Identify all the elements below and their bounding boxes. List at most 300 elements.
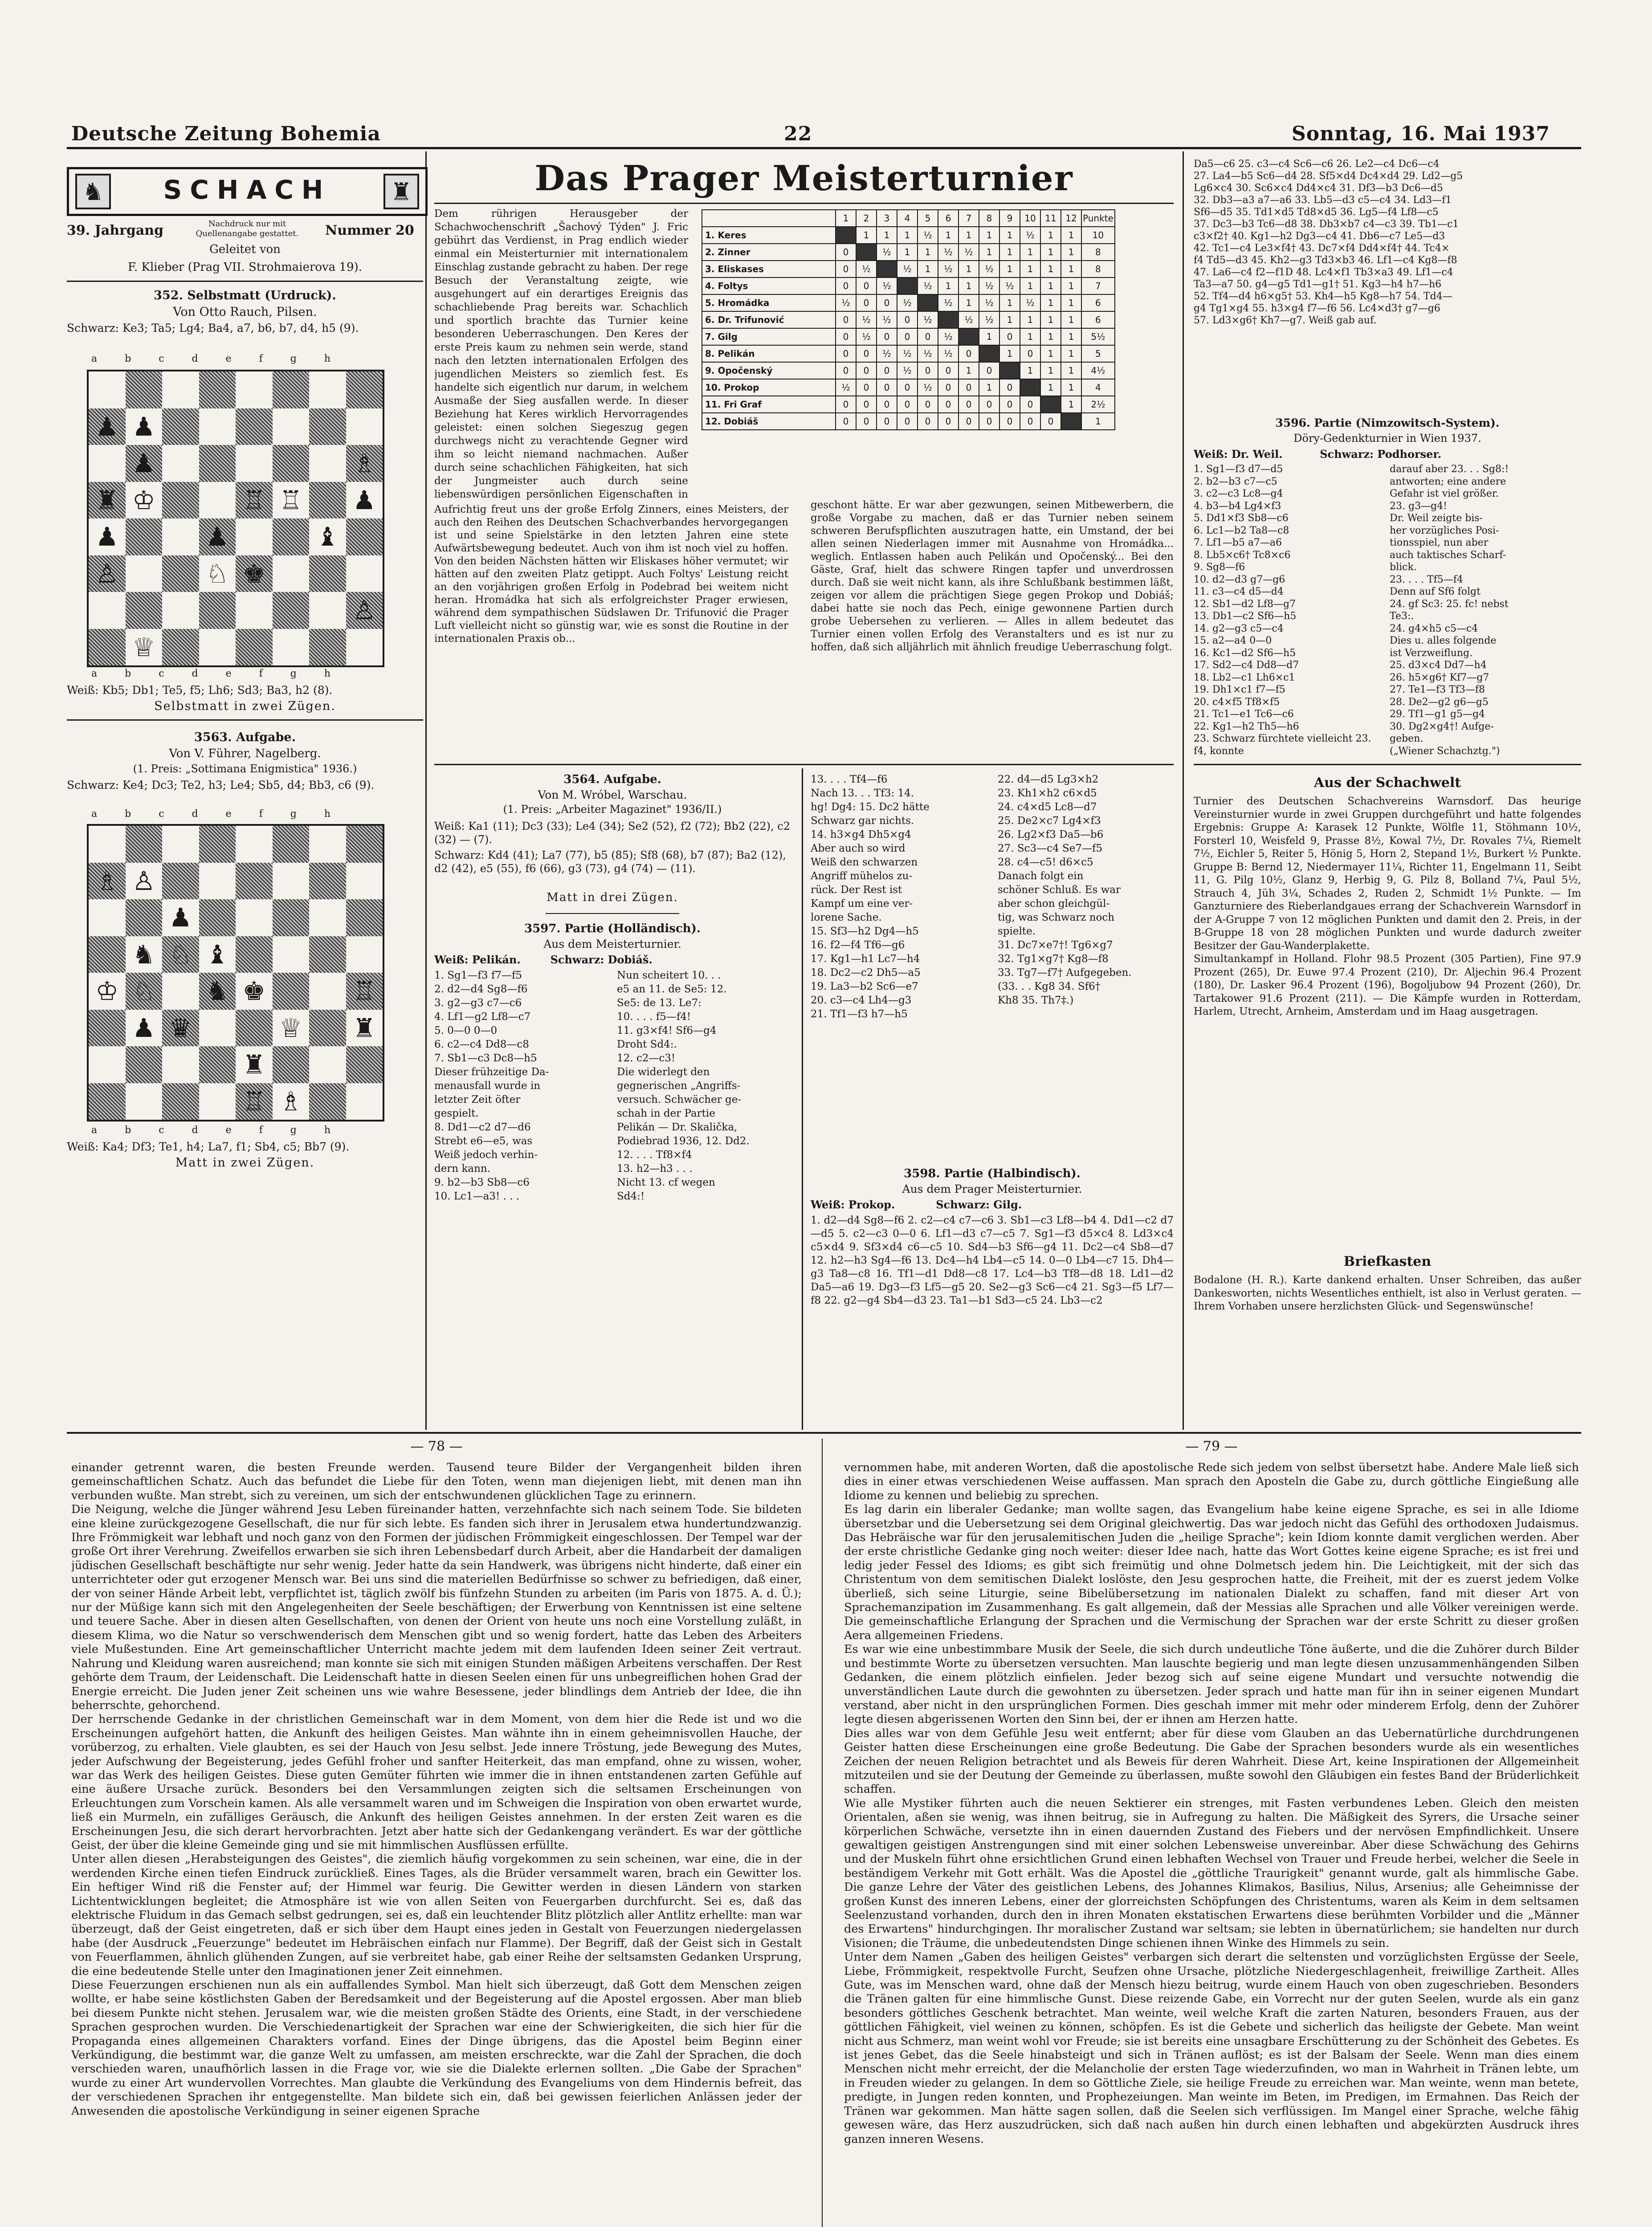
board-square (273, 592, 310, 629)
score-cell: ½ (897, 345, 918, 362)
score-cell: 10 (1020, 210, 1040, 227)
score-cell (1020, 379, 1040, 396)
score-cell (1040, 396, 1061, 413)
board-square (346, 555, 383, 592)
score-cell: 1 (938, 227, 959, 244)
board-square (89, 371, 126, 408)
board-square (346, 973, 383, 1010)
rule (546, 913, 679, 914)
board-square (346, 408, 383, 445)
game3598-players: Weiß: Prokop. Schwarz: Gilg. (811, 1198, 1022, 1211)
score-cell: 1 (999, 244, 1020, 261)
chess-piece: ♟ (132, 1012, 155, 1043)
problem1-files-top: abcdefgh (91, 353, 359, 364)
board-square (89, 936, 126, 973)
score-cell: ½ (877, 311, 897, 328)
chess-piece: ♝ (205, 939, 229, 970)
score-cell: 4 (1081, 379, 1115, 396)
problem1-author: Von Otto Rauch, Pilsen. (173, 305, 317, 319)
chess-piece: ♔ (132, 485, 155, 515)
board-square (273, 1010, 310, 1047)
chess-piece: ♟ (169, 902, 192, 933)
chess-knight-icon: ♞ (75, 174, 111, 209)
score-cell: ½ (1020, 294, 1040, 311)
score-cell: 0 (856, 396, 877, 413)
editor: F. Klieber (Prag VII. Strohmaierova 19). (128, 261, 362, 274)
tourney-text-cont: geschont hätte. Er war aber gezwungen, seinen Mitbewerbern, die große Vorgabe zu machen, daß er das Turnier neben seinem schweren Berufspflichten auszutragen hatte, ein Umstand, der bei allen seinen Niederlagen immer mit Ausnahme von Hromádka... weglich. Entlassen haben auch Pelikán und Opočenský... Bei den Gäste, Graf, hielt das schwere Ringen tapfer und unverdrossen durch. Daß sie weit nicht kann, als ihre Schlußbank bestimmen läßt, zeigen vor allem die prächtigen Siege gegen Prokop und Dobiáš; dabei hatte sie noch das Pech, einige gewonnene Partien durch grobe Uebersehen zu verlieren. — Alles in allem bedeutet das Turnier einen vollen Erfolg des Veranstalters und es ist nur zu hoffen, daß sich alljährlich mit ähnlich freudige Ueberraschung folgt. (811, 499, 1174, 653)
chess-piece: ♟ (352, 485, 376, 515)
score-cell: 0 (877, 396, 897, 413)
score-cell (877, 261, 897, 277)
jahrgang: 39. Jahrgang (67, 223, 164, 238)
score-cell: 0 (1020, 345, 1040, 362)
board-square (309, 826, 346, 863)
tourney-text-col2: Aufrichtig freut uns der große Erfolg Zinners, eines Meisters, der auch den Reihen des Deutschen Schachverbandes hervorgegangen ist und seine Spielstärke in den letzten Jahren eine stete Aufwärtsbewegung bedeutet. Auch von ihm ist noch viel zu hoffen. Von den beiden Nächsten hätten wir Eliskases höher vermutet; wir hätten auf den zweiten Platz getippt. Auch Foltys' Leistung reicht an den vorjährigen großen Erfolg in Podebrad bei weitem nicht heran. Hromádka hat sich als erfolgreichster Prager erwiesen, während dem sympathischen Südslawen Dr. Trifunović die Prager Luft vielleicht nicht so günstig war, wie es sonst die Routine in der internationalen Praxis ob... (434, 504, 788, 644)
score-cell: 1 (1081, 413, 1115, 430)
board-square (273, 371, 310, 408)
crosstable-header (702, 210, 1115, 227)
score-cell: 1 (979, 379, 999, 396)
score-cell (999, 362, 1020, 379)
score-cell: 1 (1020, 311, 1040, 328)
crosstable-row (702, 328, 1115, 345)
board-square (162, 445, 199, 482)
rule (67, 281, 423, 282)
board-square (273, 629, 310, 666)
score-cell: 1 (1061, 261, 1081, 277)
board-square (273, 1083, 310, 1120)
aufgabe3564-prize: (1. Preis: „Arbeiter Magazinet" 1936/II.) (503, 803, 722, 816)
score-cell: ½ (836, 379, 856, 396)
score-cell: 0 (877, 294, 897, 311)
game3596-event: Döry-Gedenkturnier in Wien 1937. (1293, 432, 1481, 445)
score-cell: 0 (856, 379, 877, 396)
score-cell: ½ (836, 294, 856, 311)
schachwelt-heading: Aus der Schachwelt (1313, 775, 1461, 791)
chess-piece: ♘ (132, 976, 155, 1007)
board-square (162, 863, 199, 900)
board-square (162, 1010, 199, 1047)
board-square (309, 518, 346, 555)
score-cell: 0 (877, 362, 897, 379)
board-square (236, 863, 273, 900)
player-name: 3. Eliskases (702, 261, 836, 277)
problem2-black: Schwarz: Ke4; Dc3; Te2, h3; Le4; Sb5, d4; Bb3, c6 (9). (67, 779, 375, 791)
score-cell: 0 (856, 362, 877, 379)
chess-piece: ♘ (169, 939, 192, 970)
geleitet: Geleitet von (209, 243, 281, 256)
board-square (273, 973, 310, 1010)
score-cell: 1 (999, 261, 1020, 277)
board-square (346, 1046, 383, 1083)
score-cell: 0 (999, 328, 1020, 345)
board-square (309, 408, 346, 445)
score-cell (856, 244, 877, 261)
chess-piece: ♜ (242, 1049, 266, 1080)
chess-piece: ♕ (132, 632, 155, 662)
crosstable-row (702, 396, 1115, 413)
score-cell: 1 (1020, 277, 1040, 294)
crosstable-row (702, 379, 1115, 396)
score-cell: 0 (856, 277, 877, 294)
board-square (162, 629, 199, 666)
score-cell: 7 (959, 210, 979, 227)
player-name: 6. Dr. Trifunović (702, 311, 836, 328)
board-square (346, 899, 383, 936)
game3596-moves-right: darauf aber 23. . . Sg8:! antworten; eine andere Gefahr ist viel größer. 23. g3—g4! Dr. Weil zeigte bis- her vorzügliches Posi- tionsspiel, nun aber auch taktisches Scharf- blick. 23. . . . Tf5—f4 Denn auf Sf6 folgt 24. gf Sc3: 25. fc! nebst Te3:. 24. g4×h5 c5—c4 Dies u. alles folgende ist Verzweiflung. 25. d3×c4 Dd7—h4 26. h5×g6† Kf7—g7 27. Te1—f3 Tf3—f8 28. De2—g2 g6—g5 29. Tf1—g1 g5—g4 30. Dg2×g4†! Aufge- geben. („Wiener Schachztg.") (1390, 464, 1509, 757)
board-square (89, 1046, 126, 1083)
game3598-heading: 3598. Partie (Halbindisch). (904, 1167, 1081, 1180)
score-cell: 1 (999, 345, 1020, 362)
board-square (236, 1010, 273, 1047)
column-divider (1183, 151, 1184, 1430)
score-cell: 1 (999, 311, 1020, 328)
board-square (89, 592, 126, 629)
score-cell: 4½ (1081, 362, 1115, 379)
crosstable-row (702, 413, 1115, 430)
board-square (126, 1046, 163, 1083)
board-square (199, 482, 236, 519)
board-square (309, 592, 346, 629)
score-cell: 0 (836, 396, 856, 413)
score-cell: 0 (836, 328, 856, 345)
score-cell: 1 (1020, 244, 1040, 261)
board-square (162, 973, 199, 1010)
board-square (89, 555, 126, 592)
score-cell: 1 (1040, 227, 1061, 244)
score-cell: 1 (1061, 244, 1081, 261)
score-cell: 2½ (1081, 396, 1115, 413)
score-cell (1061, 413, 1081, 430)
chess-piece: ♞ (205, 976, 229, 1007)
score-cell: 0 (938, 379, 959, 396)
score-cell: 0 (918, 413, 938, 430)
score-cell: Punkte (1081, 210, 1115, 227)
board-square (273, 555, 310, 592)
board-square (126, 1083, 163, 1120)
score-cell: ½ (877, 244, 897, 261)
board-square (346, 371, 383, 408)
score-cell: 1 (1020, 261, 1040, 277)
score-cell: 1 (959, 261, 979, 277)
score-cell: 0 (897, 379, 918, 396)
score-cell: 1 (1061, 396, 1081, 413)
board-square (126, 899, 163, 936)
problem2-files-top: abcdefgh (91, 808, 359, 820)
score-cell: 0 (856, 294, 877, 311)
board-square (199, 629, 236, 666)
board-square (89, 1010, 126, 1047)
score-cell: 1 (1061, 294, 1081, 311)
score-cell: ½ (979, 311, 999, 328)
score-cell: ½ (877, 345, 897, 362)
score-cell: 4 (897, 210, 918, 227)
score-cell: 0 (836, 345, 856, 362)
aufgabe3564-black: Schwarz: Kd4 (41); La7 (77), b5 (85); Sf8 (68), b7 (87); Ba2 (12), d2 (42), e5 (55), f6 (66), g3 (73), g4 (74) — (11). (434, 849, 786, 875)
rule (434, 203, 1174, 204)
score-cell: 1 (1040, 277, 1061, 294)
problem1-task: Selbstmatt in zwei Zügen. (154, 699, 336, 713)
score-cell: 0 (877, 328, 897, 345)
board-square (346, 518, 383, 555)
board-square (126, 408, 163, 445)
score-cell: 0 (836, 261, 856, 277)
board-square (273, 899, 310, 936)
score-cell: 0 (836, 413, 856, 430)
board-square (126, 518, 163, 555)
board-square (309, 555, 346, 592)
board-square (273, 826, 310, 863)
page79-text: vernommen habe, mit anderen Worten, daß die apostolische Rede sich jedem von selbst übersetzt habe. Andere Male ließ sich dies in einer etwas verschiedenen Weise auffassen. Man sprach den Aposteln die Gabe zu, durch göttliche Eingießung alle Idiome zu kennen und beliebig zu sprechen. Es lag darin ein liberaler Gedanke; man wollte sagen, das Evangelium habe keine eigene Sprache, es sei in alle Idiome übersetzbar und die Uebersetzung sei dem Original gleichwertig. Das war jedoch nicht das Gefühl des orthodoxen Judaismus. Das Hebräische war für den jerusalemitischen Juden die „heilige Sprache"; kein Idiom konnte damit verglichen werden. Aber der erste christliche Gedanke ging noch weiter: dieser Idee nach, hatte das Wort Gottes keine eigene Sprache; es ist frei und ledig jeder Fessel des Idioms; es gibt sich freimütig und ohne Dolmetsch jedem hin. Die Leichtigkeit, mit der sich das Christentum von dem semitischen Dialekt loslöste, den Jesu gesprochen hatte, die Freiheit, mit der es zuerst jedem Volke überließ, sich seine Liturgie, seine Bibelübersetzung im nationalen Dialekt zu schaffen, fand mit dieser Art von Sprachemanzipation im Zusammenhang. Es galt allgemein, daß der Messias alle Sprachen und alle Völker vereinigen werde. Die gemeinschaftliche Erlangung der Sprachen und die Vermischung der Sprachen war der erste Schritt zu dieser großen Aera allgemeinen Friedens. Es war wie eine unbestimmbare Musik der Seele, die sich durch undeutliche Töne äußerte, und die die Zuhörer durch Bilder und bestimmte Worte zu übersetzen versuchten. Man lauschte begierig und man legte diesen unzusammenhängenden Silben Gedanken, die einem plötzlich einfielen. Jeder bezog sich auf seine eigene Mundart und versuchte notwendig die unverständlichen Laute durch die gewohnten zu übersetzen. Jeder sprach und hatte man für ihn in seiner eigenen Mundart verstand, aber nicht in den ursprünglichen Formen. Dies geschah immer mit mehr oder minderem Erfolg, denn der Zuhörer legte diesen abgerissenen Worten den Sinn bei, der er ihnen am Herzen hatte. Dies alles war von dem Gefühle Jesu weit entfernt; aber für diese vom Glauben an das Uebernatürliche durchdrungenen Geister hatten diese Erscheinungen eine große Bedeutung. Die Gabe der Sprachen besonders wurde als ein wesentliches Zeichen der neuen Religion betrachtet und als Beweis für deren Wahrheit. Diese Art, keine Inspirationen der Allgemeinheit mitzuteilen und sie der Deutung der Gemeinde zu überlassen, mußte sowohl den Gläubigen ein festes Band der Brüderlichkeit schaffen. Wie alle Mystiker führten auch die neuen Sektierer ein strenges, mit Fasten verbundenes Leben. Gleich den meisten Orientalen, aßen sie wenig, was ihnen beitrug, sie in Aufregung zu halten. Die Mäßigkeit des Syrers, die Ursache seiner körperlichen Schwäche, versetzte ihn in einen dauernden Zustand des Fiebers und der nervösen Empfindlichkeit. Unsere gewaltigen geistigen Anstrengungen sind mit einer solchen Lebensweise unvereinbar. Aber diese Schwächung des Gehirns und der Muskeln führt ohne ersichtlichen Grund einen lebhaften Wechsel von Trauer und Freude herbei, welcher die Seele in beständigem Verkehr mit Gott erhält. Was die Apostel die „göttliche Traurigkeit" genannt wurde, galt als himmlische Gabe. Die ganze Lehre der Väter des geistlichen Lebens, des Johannes Klimakos, Basilius, Nilus, Arsenius; alle Geheimnisse der großen Kunst des inneren Lebens, einer der glorreichsten Schöpfungen des Christentums, waren als Keim in dem seltsamen Seelenzustand vorhanden, durch den in ihren Monaten ekstatischen Erwartens diese berühmten Vorbilder und die „Männer des Erwartens" hindurchgingen. Ihr moralischer Zustand war seltsam; sie lebten in übernatürlichem; sie handelten nur durch Visionen; die Träume, die unbedeutendsten Dinge schienen ihnen Winke des Himmels zu sein. Unter dem Namen „Gaben des heiligen Geistes" verbargen sich derart die seltensten und vorzüglichsten Ergüsse der Seele, Liebe, Frömmigkeit, respektvolle Furcht, Seufzen ohne Ursache, plötzliche Niedergeschlagenheit, freiwillige Zartheit. Alles Gute, was im Menschen ward, ohne daß der Mensch hiezu beitrug, wurde einem Hauch von oben zugeschrieben. Besonders die Tränen galten für eine himmlische Gunst. Diese reizende Gabe, ein Vorrecht nur der guten Seelen, wurde als ein ganz besonders göttliches Geschenk betrachtet. Man weinte, weil welche Kraft die zarten Naturen, besonders Frauen, aus der göttlichen Fähigkeit, viel weinen zu können, schöpfen. Es ist die Gebete und sicherlich das heiligste der Gebete. Man weint nicht aus Schmerz, man weint wohl vor Freude; sie ist bereits eine unsagbare Erschütterung zu der Schönheit des Gebetes. Es ist jenes Gebet, das die Seele hinabsteigt und sich in Tränen auflöst; es ist der Balsam der Seele. Wenn man dies einem Menschen nicht mehr erreicht, der die Melancholie der ersten Tage wiederzufinden, wo man in Wahrheit in Tränen lebte, um in Freuden wieder zu gelangen. In dem so Göttliche Ziele, sie heilige Freude zu erreichen war. Man weinte, wenn man betete, predigte, in Jungen reden konnten, und Prophezeiungen. Man weinte im Beten, im Predigen, im Ermahnen. Das Reich der Tränen war gekommen. Man hätte sagen sollen, daß die Seelen sich verflüssigen. Im Mangel einer Sprache, welche fähig gewesen wäre, das Herz auszudrücken, sich daß nach außen hin durch einen lebhaften und abgekürzten Ausdruck ihres ganzen inneren Wesens. (844, 1461, 1579, 2146)
score-cell: 0 (1040, 413, 1061, 430)
board-square (309, 863, 346, 900)
board-square (199, 899, 236, 936)
board-square (89, 445, 126, 482)
score-cell: 1 (999, 227, 1020, 244)
score-cell: 0 (897, 311, 918, 328)
game3597-moves: 1. Sg1—f3 f7—f5 2. d2—d4 Sg8—f6 3. g2—g3 c7—c6 4. Lf1—g2 Lf8—c7 5. 0—0 0—0 6. c2—c4 Dd8—c8 7. Sb1—c3 Dc8—h5 Dieser frühzeitige Da- menausfall wurde in letzter Zeit öfter gespielt. 8. Dd1—c2 d7—d6 Strebt e6—e5, was Weiß jedoch verhin- dern kann. 9. b2—b3 Sb8—c6 10. Lc1—a3! . . . (434, 970, 549, 1202)
score-cell: ½ (897, 261, 918, 277)
score-cell: 8 (1081, 261, 1115, 277)
score-cell: 1 (1020, 328, 1040, 345)
score-cell: 1 (1061, 277, 1081, 294)
board-square (162, 1046, 199, 1083)
score-cell: ½ (877, 277, 897, 294)
score-cell: 1 (1061, 328, 1081, 345)
score-cell: 6 (1081, 294, 1115, 311)
chess-piece: ♗ (279, 1086, 302, 1117)
problem1-heading: 352. Selbstmatt (Urdruck). (154, 289, 336, 302)
score-cell (897, 277, 918, 294)
chess-piece: ♛ (169, 1012, 192, 1043)
board-square (162, 555, 199, 592)
board-square (236, 973, 273, 1010)
board-square (89, 629, 126, 666)
board-square (199, 1046, 236, 1083)
crosstable-row (702, 362, 1115, 379)
score-cell: 1 (959, 362, 979, 379)
score-cell: 0 (836, 362, 856, 379)
player-name: 10. Prokop (702, 379, 836, 396)
board-square (126, 555, 163, 592)
column-divider (425, 151, 427, 1430)
board-square (236, 629, 273, 666)
header-rule (67, 147, 1581, 149)
score-cell: 1 (959, 294, 979, 311)
chess-piece: ♖ (242, 485, 266, 515)
score-cell: ½ (897, 294, 918, 311)
board-square (162, 592, 199, 629)
board-square (126, 482, 163, 519)
board-square (126, 826, 163, 863)
schachwelt-text: Turnier des Deutschen Schachvereins Warnsdorf. Das heurige Vereinsturnier wurde in zwei Gruppen durchgeführt und hatte folgendes Ergebnis: Gruppe A: Karasek 12 Punkte, Wölfle 11, Stöhmann 10½, Forsterl 10, Weisfeld 9, Prasse 8½, Kowal 7½, Dr. Rovales 7¼, Riemelt 7½, Eichler 5, Reiter 5, Hönig 5, Horn 2, Stepand 1½, Burkert ½ Punkte. Gruppe B: Bernd 12, Niedermayer 11¼, Richter 11, Engelmann 11, Seibt 11, G. Pilg 10½, Glanz 9, Herbig 9, G. Pilz 8, Bolland 7¼, Paul 5½, Strauch 4, Jüh 3¼, Schades 2, Ruden 2, Schmidt 1½ Punkte. — Im Ganzturniere des Rieberlandgaues errang der Schachverein Warnsdorf in der A-Gruppe 7 von 12 möglichen Punkten und damit den 2. Preis, in der B-Gruppe 18 von 28 möglichen Punkten und wurde dadurch zweiter Besitzer der Gau-Wanderplakette. Simultankampf in Holland. Flohr 98.5 Prozent (305 Partien), Fine 97.9 Prozent (265), Dr. Euwe 97.4 Prozent (210), Dr. Aljechin 96.4 Prozent (180), Dr. Lasker 96.4 Prozent (196), Bogoljubow 94 Prozent (260), Dr. Tartakower 91.6 Prozent (211). — Die Kämpfe wurden in Rotterdam, Harlem, Utrecht, Arnheim, Amsterdam und im Haag ausgetragen. (1194, 795, 1581, 1017)
game3597-moves-cont: 13. . . . Tf4—f6 Nach 13. . . Tf3: 14. hg! Dg4: 15. Dc2 hätte Schwarz gar nichts. 14. h3×g4 Dh5×g4 Aber auch so wird Weiß den schwarzen Angriff mühelos zu- rück. Der Rest ist Kampf um eine ver- lorene Sache. 15. Sf3—h2 Dg4—h5 16. f2—f4 Tf6—g6 17. Kg1—h1 Lc7—h4 18. Dc2—c2 Dh5—a5 19. La3—b2 Sc6—e7 20. c3—c4 Lh4—g3 21. Tf1—f3 h7—h5 (811, 774, 930, 1020)
schach-masthead (67, 167, 428, 216)
board-square (199, 592, 236, 629)
score-cell: 0 (979, 396, 999, 413)
board-square (126, 863, 163, 900)
score-cell: 1 (1061, 379, 1081, 396)
board-square (309, 899, 346, 936)
score-cell: 7 (1081, 277, 1115, 294)
chess-piece: ♙ (352, 595, 376, 626)
score-cell: 1 (938, 277, 959, 294)
page78-text: einander getrennt waren, die besten Freunde werden. Tausend teure Bilder der Vergangenheit bilden ihren gemeinschaftlichen Schatz. Auch das befundet die Liebe für den Toten, wenn man diejenigen liebt, mit denen man ihn verbunden wußte. Man strebt, sich zu vereinen, um sich der entschwundenen glücklichen Tage zu erinnern. Die Neigung, welche die Jünger während Jesu Leben füreinander hatten, verzehnfachte sich nach seinem Tode. Sie bildeten eine kleine zurückgezogene Gesellschaft, die nur für sich lebte. Es fanden sich ihrer in Jerusalem etwa hundertundzwanzig. Ihre Frömmigkeit war lebhaft und noch ganz von den Formen der jüdischen Frömmigkeit eingeschlossen. Der Tempel war der große Ort ihrer Verehrung. Zweifellos erwarben sie sich ihren Lebensbedarf durch Arbeit, aber die Handarbeit der damaligen jüdischen Gesellschaft beschäftigte nur sehr wenig. Jeder hatte da sein Handwerk, was übrigens nicht hinderte, daß einer ein unterrichteter oder gut erzogener Mensch war. Bei uns sind die materiellen Bedürfnisse so schwer zu befriedigen, daß einer, der von seiner Hände Arbeit lebt, verpflichtet ist, täglich zwölf bis fünfzehn Stunden zu arbeiten (im Paris von 1875. A. d. Ü.); nur der Müßige kann sich mit den Angelegenheiten der Seele beschäftigen; der Erwerbung von Kenntnissen ist eine seltene und teuere Sache. Aber in diesen alten Gesellschaften, von denen der Orient von heute uns noch eine Vorstellung zuläßt, in diesem Klima, wo die Natur so verschwenderisch dem Menschen gibt und so wenig fordert, hatte das Leben des Arbeiters viele Mußestunden. Eine Art gemeinschaftlicher Unterricht machte jedem mit dem laufenden Ideen seiner Zeit vertraut. Nahrung und Kleidung waren ausreichend; man konnte sie sich mit einigen Stunden mäßigen Arbeitens verschaffen. Der Rest gehörte dem Traum, der Leidenschaft. Die Leidenschaft hatte in diesen Seelen einen für uns unbegreiflichen hohen Grad der Energie erreicht. Die Juden jener Zeit scheinen uns wie wahre Besessene, jeder blindlings dem Antrieb der Idee, die ihn beherrschte, gehorchend. Der herrschende Gedanke in der christlichen Gemeinschaft war in dem Moment, von dem hier die Rede ist und wo die Erscheinungen aufgehört hatten, die Ankunft des heiligen Geistes. Man wähnte ihn in einem geheimnisvollen Hauche, der vorüberzog, zu erhalten. Viele glaubten, es sei der Hauch von Jesu selbst. Jede innere Tröstung, jede Bewegung des Mutes, jeder Aufschwung der Begeisterung, jedes Gefühl froher und sanfter Heiterkeit, das man empfand, ohne zu wissen, woher, war das Werk des heiligen Geistes. Diese guten Gemüter führten wie immer die in ihnen entstandenen zarten Gefühle auf eine äußere Ursache zurück. Besonders bei den Versammlungen zeigten sich die seltsamen Erscheinungen von Erleuchtungen zum Vorschein kamen. Als alle versammelt waren und im Schweigen die Inspiration von oben erwartet wurde, ließ ein Murmeln, ein zufälliges Geräusch, die Ankunft des heiligen Geistes annehmen. In der ersten Zeit waren es die Erscheinungen Jesu, die sich derart hervorbrachten. Jetzt aber hatte sich der Gedankengang verändert. Es war der göttliche Geist, der über die kleine Gemeinde ging und sie mit himmlischen Ausflüssen erfüllte. Unter allen diesen „Herabsteigungen des Geistes", die ziemlich häufig vorgekommen zu sein scheinen, war eine, die in der werdenden Kirche einen tiefen Eindruck zurückließ. Eines Tages, als die Brüder versammelt waren, brach ein Gewitter los. Ein heftiger Wind riß die Fenster auf; der Himmel war feurig. Die Gewitter werden in diesen Ländern von starken Lichtentwicklungen begleitet; die Atmosphäre ist wie von allen Seiten von Feuergarben durchfurcht. Sei es, daß das elektrische Fluidum in das Gemach selbst gedrungen, sei es, daß ein leuchtender Blitz plötzlich aller Antlitz erhellte: man war überzeugt, daß der Geist eingetreten, daß er sich über dem Haupt eines jeden in Gestalt von Feuerzungen niedergelassen habe (der Ausdruck „Feuerzunge" bedeutet im Hebräischen einfach nur Flamme). Der Begriff, daß der Geist sich in Gestalt von Feuerflammen, ähnlich glühenden Zungen, auf sie verbreitet habe, gab einer Reihe der seltsamsten Gedanken Ursprung, die eine bedeutende Stelle unter den Imaginationen jener Zeit einnehmen. Diese Feuerzungen erschienen nun als ein auffallendes Symbol. Man hielt sich überzeugt, daß Gott dem Menschen zeigen wollte, er habe seine köstlichsten Gaben der Beredsamkeit und der Begeisterung auf die Apostel ergossen. Aber man blieb bei diesem Punkte nicht stehen. Jerusalem war, wie die meisten großen Städte des Orients, eine Stadt, in der verschiedene Sprachen gesprochen wurden. Die Verschiedenartigkeit der Sprachen war eine der Schwierigkeiten, die sich hier für die Propaganda eines allgemeinen Charakters vorfand. Eines der Dinge übrigens, das die Apostel beim Beginn einer Verkündigung, die bestimmt war, die ganze Welt zu umfassen, am meisten erschreckte, war die Zahl der Sprachen, die doch verschieden waren, unaufhörlich lassen in die Frage vor, wie sie die Dialekte erlernen sollten. „Die Gabe der Sprachen" wurde zu einer Art wundervollen Vorrechtes. Man glaubte die Verkündung des Evangeliums von dem Hindernis befreit, das der verschiedenen Sprachen ihr entgegenstellte. Man bildete sich ein, daß bei gewissen feierlichen Anlässen jeder der Anwesenden die apostolische Verkündigung in seiner eigenen Sprache (71, 1461, 802, 2118)
board-square (89, 826, 126, 863)
score-cell: 9 (999, 210, 1020, 227)
score-cell: ½ (856, 311, 877, 328)
chess-piece: ♞ (132, 939, 155, 970)
crosstable-row (702, 261, 1115, 277)
score-cell: 1 (1040, 244, 1061, 261)
board-square (236, 1083, 273, 1120)
problem2-prize: (1. Preis: „Sottimana Enigmistica" 1936.) (133, 763, 357, 775)
score-cell: ½ (938, 345, 959, 362)
board-square (309, 936, 346, 973)
score-cell: 1 (836, 210, 856, 227)
problem1-black: Schwarz: Ke3; Ta5; Lg4; Ba4, a7, b6, b7, d4, h5 (9). (67, 322, 359, 334)
score-cell: ½ (1020, 227, 1040, 244)
score-cell (938, 311, 959, 328)
rule (434, 764, 1174, 765)
score-cell: 0 (979, 362, 999, 379)
score-cell: 1 (979, 244, 999, 261)
score-cell: 1 (1040, 345, 1061, 362)
chess-piece: ♘ (205, 558, 229, 589)
chess-piece: ♝ (316, 522, 339, 552)
board-square (199, 863, 236, 900)
board-square (126, 371, 163, 408)
newspaper-title: Deutsche Zeitung Bohemia (71, 122, 381, 145)
board-square (346, 826, 383, 863)
board-square (309, 371, 346, 408)
board-square (346, 592, 383, 629)
score-cell: 2 (856, 210, 877, 227)
score-cell (979, 345, 999, 362)
chess-diagram-2 (87, 824, 384, 1122)
score-cell: 5 (1081, 345, 1115, 362)
score-cell: 0 (1020, 396, 1040, 413)
player-name: 7. Gilg (702, 328, 836, 345)
score-cell: 1 (1061, 362, 1081, 379)
chess-piece: ♗ (95, 865, 119, 896)
score-cell: 12 (1061, 210, 1081, 227)
score-cell: ½ (979, 261, 999, 277)
score-cell: 1 (918, 261, 938, 277)
score-cell: ½ (999, 277, 1020, 294)
board-square (236, 445, 273, 482)
problem2-heading: 3563. Aufgabe. (194, 730, 296, 744)
score-cell: ½ (918, 379, 938, 396)
score-cell: 6 (1081, 311, 1115, 328)
score-cell: 1 (877, 227, 897, 244)
board-square (236, 899, 273, 936)
score-cell: 0 (979, 413, 999, 430)
score-cell: ½ (918, 345, 938, 362)
page-number: 22 (784, 122, 812, 145)
chess-piece: ♙ (132, 865, 155, 896)
score-cell: 5½ (1081, 328, 1115, 345)
board-square (199, 408, 236, 445)
board-square (346, 445, 383, 482)
board-square (346, 1010, 383, 1047)
board-square (162, 1083, 199, 1120)
player-name: 11. Fri Graf (702, 396, 836, 413)
score-cell: 0 (856, 413, 877, 430)
board-square (236, 1046, 273, 1083)
nachdruck-note: Nachdruck nur mit Quellenangabe gestattet. (196, 219, 299, 238)
game3596-players: Weiß: Dr. Weil. Schwarz: Podhorser. (1194, 448, 1442, 461)
game3598-event: Aus dem Prager Meisterturnier. (902, 1183, 1082, 1195)
crosstable-row (702, 244, 1115, 261)
board-square (309, 629, 346, 666)
chess-piece: ♖ (279, 485, 302, 515)
problem1-white: Weiß: Kb5; Db1; Te5, f5; Lh6; Sd3; Ba3, h2 (8). (67, 684, 333, 697)
score-cell: 1 (979, 227, 999, 244)
board-square (236, 371, 273, 408)
board-square (199, 826, 236, 863)
board-square (273, 863, 310, 900)
game3597-moves-right: Nun scheitert 10. . . e5 an 11. de Se5: 12. Se5: de 13. Le7: 10. . . . f5—f4! 11. g3×f4! Sf6—g4 Droht Sd4:. 12. c2—c3! Die widerlegt den gegnerischen „Angriffs- versuch. Schwächer ge- schah in der Partie Pelikán — Dr. Skalička, Podiebrad 1936, 12. Dd2. 12. . . . Tf8×f4 13. h2—h3 . . . Nicht 13. cf wegen Sd4:! (617, 970, 750, 1202)
crosstable-row (702, 294, 1115, 311)
game3596-moves-left: 1. Sg1—f3 d7—d5 2. b2—b3 c7—c5 3. c2—c3 Lc8—g4 4. b3—b4 Lg4×f3 5. Dd1×f3 Sb8—c6 6. Lc1—b2 Ta8—c8 7. Lf1—b5 a7—a6 8. Lb5×c6† Tc8×c6 9. Sg8—f6 10. d2—d3 g7—g6 11. c3—c4 d5—d4 12. Sb1—d2 Lf8—g7 13. Db1—c2 Sf6—h5 14. g2—g3 c5—c4 15. a2—a4 0—0 16. Kc1—d2 Sf6—h5 17. Sd2—c4 Dd8—d7 18. Lb2—c1 Lh6×c1 19. Dh1×c1 f7—f5 20. c4×f5 Tf8×f5 21. Tc1—e1 Tc6—c6 22. Kg1—h2 Th5—h6 23. Schwarz fürchtete vielleicht 23. f4, konnte (1194, 464, 1371, 757)
board-square (162, 936, 199, 973)
nummer: Nummer 20 (325, 223, 414, 238)
score-cell: 1 (1040, 362, 1061, 379)
score-cell: ½ (938, 261, 959, 277)
score-cell: 1 (1061, 227, 1081, 244)
crosstable-row (702, 311, 1115, 328)
board-square (273, 445, 310, 482)
chess-piece: ♚ (242, 976, 266, 1007)
page79-number: — 79 — (1185, 1439, 1238, 1454)
aufgabe3564-heading: 3564. Aufgabe. (563, 773, 661, 786)
board-square (126, 973, 163, 1010)
score-cell: 0 (897, 396, 918, 413)
score-cell: 8 (979, 210, 999, 227)
chess-rook-icon: ♜ (383, 174, 419, 209)
player-name: 12. Dobiáš (702, 413, 836, 430)
board-square (89, 408, 126, 445)
board-square (199, 1010, 236, 1047)
score-cell: 0 (999, 413, 1020, 430)
score-cell: 0 (938, 413, 959, 430)
crosstable-row (702, 277, 1115, 294)
board-square (346, 863, 383, 900)
score-cell: 1 (979, 328, 999, 345)
score-cell: 0 (938, 396, 959, 413)
score-cell: 0 (959, 379, 979, 396)
score-cell: 1 (999, 294, 1020, 311)
score-cell: 8 (1081, 244, 1115, 261)
aufgabe3564-task: Matt in drei Zügen. (547, 891, 678, 904)
board-square (236, 408, 273, 445)
schach-title: SCHACH (163, 175, 331, 205)
board-square (309, 1010, 346, 1047)
score-cell: 1 (1040, 294, 1061, 311)
board-square (89, 482, 126, 519)
game3596-moves-top: Da5—c6 25. c3—c4 Sc6—c6 26. Le2—c4 Dc6—c4 27. La4—b5 Sc6—d4 28. Sf5×d4 Dc4×d4 29. Ld2—g5 Lg6×c4 30. Sc6×c4 Dd4×c4 31. Df3—b3 Dc6—d5 32. Db3—a3 a7—a6 33. Lb5—d3 c5—c4 34. Ld3—f1 Sf6—d5 35. Td1×d5 Td8×d5 36. Lg5—f4 Lf8—c5 37. Dc3—b3 Tc6—d8 38. Db3×b7 c4—c3 39. Tb1—c1 c3×f2† 40. Kg1—h2 Dg3—c4 41. Db6—c7 Le5—d3 42. Tc1—c4 Le3×f4† 43. Dc7×f4 Dd4×f4† 44. Tc4× f4 Td5—d3 45. Kh2—g3 Td3×b3 46. Lf1—c4 Kg8—f8 47. La6—c4 f2—f1D 48. Lc4×f1 Tb3×a3 49. Lf1—c4 Ta3—a7 50. g4—g5 Td1—g1† 51. Kg3—h4 h7—h6 52. Tf4—d4 h6×g5† 53. Kh4—h5 Kg8—h7 54. Td4— g4 Tg1×g4 55. h3×g4 f7—f6 56. Lc4×d3† g7—g6 57. Ld3×g6† Kh7—g7. Weiß gab auf. (1194, 159, 1463, 326)
board-square (162, 371, 199, 408)
problem2-task: Matt in zwei Zügen. (175, 1156, 315, 1170)
chess-piece: ♟ (132, 448, 155, 479)
player-name: 4. Foltys (702, 277, 836, 294)
score-cell: 1 (856, 227, 877, 244)
board-square (236, 936, 273, 973)
player-name: 8. Pelikán (702, 345, 836, 362)
board-square (273, 482, 310, 519)
chess-piece: ♔ (95, 976, 119, 1007)
